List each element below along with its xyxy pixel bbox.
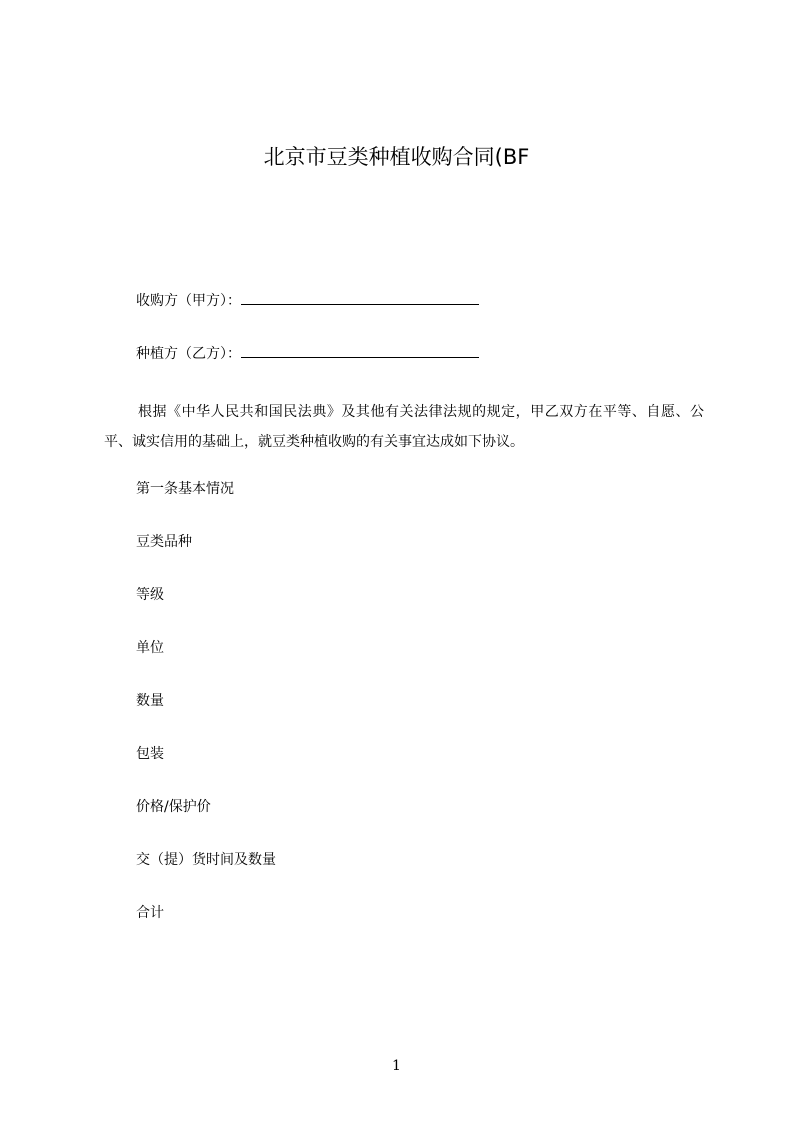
intro-paragraph: 根据《中华人民共和国民法典》及其他有关法律法规的规定，甲乙双方在平等、自愿、公平、诚实信用的基础上，就豆类种植收购的有关事宜达成如下协议。 <box>104 404 704 450</box>
list-item-total: 合计 <box>136 905 164 921</box>
list-item-bean-variety: 豆类品种 <box>136 534 192 550</box>
page-number: 1 <box>392 1058 401 1074</box>
section-heading-basic-info: 第一条基本情况 <box>136 481 234 497</box>
list-item-grade: 等级 <box>136 587 164 603</box>
party-buyer-label: 收购方（甲方）： <box>136 293 241 309</box>
party-buyer <box>136 290 479 311</box>
list-item-unit: 单位 <box>136 640 164 656</box>
list-item-packaging: 包装 <box>136 746 164 762</box>
party-buyer-blank-line <box>241 290 479 305</box>
party-grower <box>136 343 479 364</box>
party-grower-blank-line <box>241 343 479 358</box>
list-item-delivery: 交（提）货时间及数量 <box>136 852 276 868</box>
document-title: 北京市豆类种植收购合同(BF <box>263 145 530 169</box>
list-item-quantity: 数量 <box>136 693 164 709</box>
party-grower-label: 种植方（乙方）： <box>136 346 241 362</box>
list-item-price: 价格/保护价 <box>136 799 211 815</box>
